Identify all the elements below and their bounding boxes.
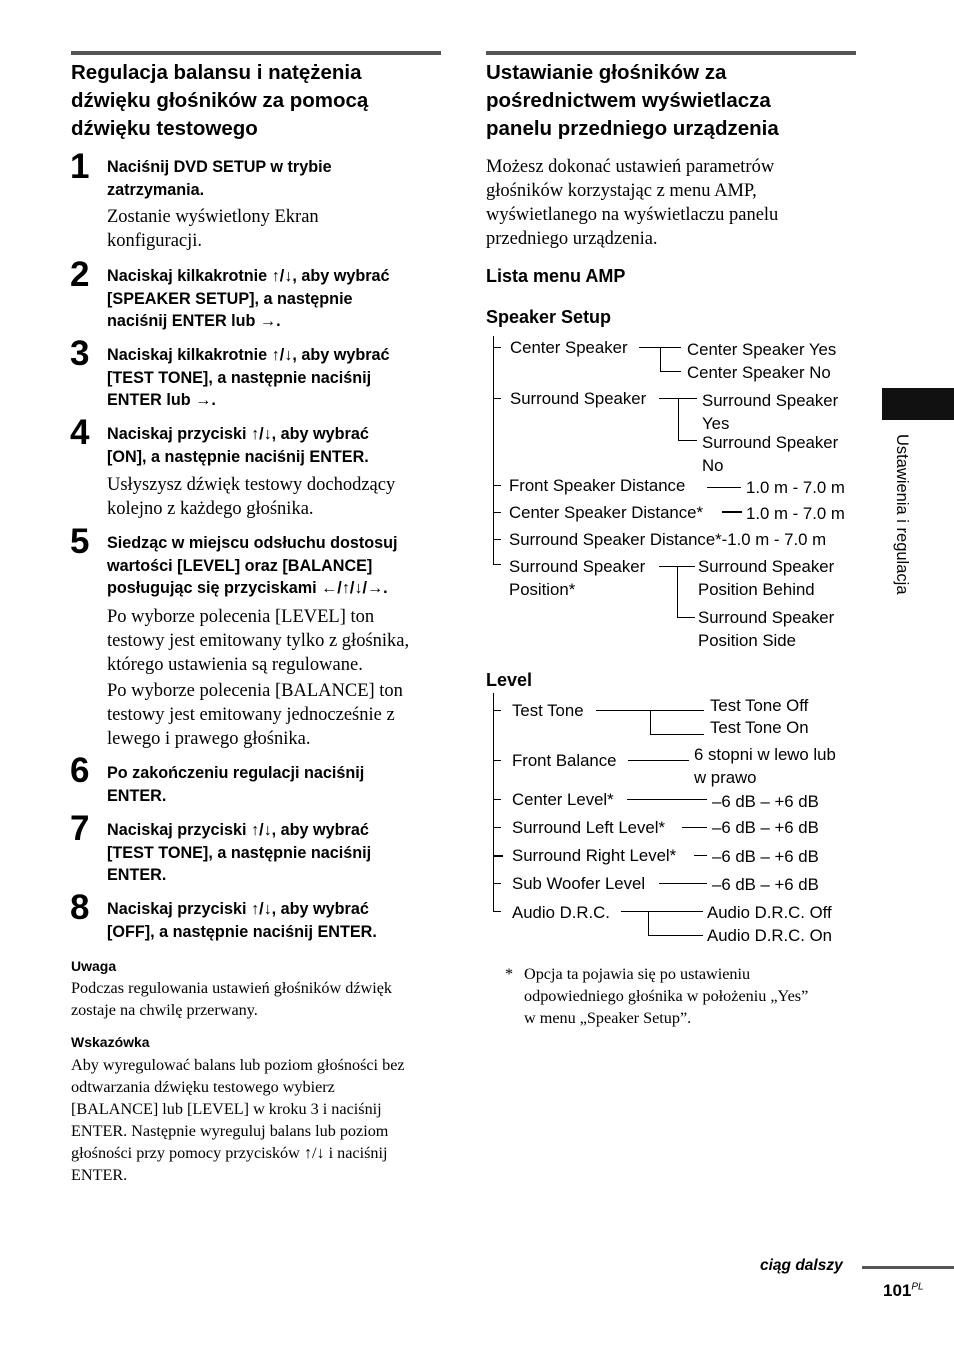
audio-drc-off: Audio D.R.C. Off	[707, 903, 832, 922]
intro-line: przedniego urządzenia.	[486, 229, 658, 249]
tree-connector	[678, 440, 697, 441]
step-7-line: Naciskaj przyciski ↑/↓, aby wybrać	[107, 821, 369, 839]
surround-yes-line: Surround Speaker	[702, 391, 839, 410]
tree-connector	[659, 883, 707, 884]
step-2-line: [SPEAKER SETUP], a następnie	[107, 289, 353, 308]
step-5-result-line: którego ustawienia są regulowane.	[107, 655, 363, 675]
surround-speaker-label: Surround Speaker	[510, 389, 647, 408]
right-top-rule	[486, 51, 856, 55]
level-title: Level	[486, 670, 533, 690]
step-5-number: 5	[70, 522, 89, 561]
step-1-line: Naciśnij DVD SETUP w trybie	[107, 158, 332, 176]
footnote-star: *	[505, 965, 514, 983]
surround-no-line: Surround Speaker	[702, 433, 839, 452]
step-6-line: Po zakończeniu regulacji naciśnij	[107, 764, 365, 782]
footnote-line: odpowiedniego głośnika w położeniu „Yes”	[524, 987, 809, 1005]
front-balance-line: 6 stopni w lewo lub	[694, 745, 836, 764]
left-top-rule	[71, 51, 441, 55]
tree-branch	[493, 347, 501, 348]
step-6-line: ENTER.	[107, 786, 167, 805]
tip-line: ENTER.	[71, 1166, 128, 1184]
note-text	[71, 977, 392, 1021]
step-2-instruction	[107, 265, 390, 333]
right-heading-line-1: Ustawianie głośników za	[486, 61, 727, 84]
level-tree-trunk	[493, 693, 494, 912]
step-2-number: 2	[70, 255, 89, 294]
tree-connector	[650, 734, 704, 735]
step-5-line: posługując się przyciskami ←/↑/↓/→.	[107, 579, 388, 597]
step-4-instruction	[107, 423, 369, 468]
center-speaker-distance-label: Center Speaker Distance*	[509, 503, 704, 522]
center-level-value: –6 dB – +6 dB	[712, 792, 819, 811]
step-8-line: Naciskaj przyciski ↑/↓, aby wybrać	[107, 900, 369, 918]
note-title: Uwaga	[71, 958, 117, 974]
step-8-instruction	[107, 898, 377, 943]
page-number	[883, 1281, 924, 1301]
step-4-number: 4	[70, 413, 89, 452]
tree-branch	[493, 485, 501, 486]
tree-connector	[722, 511, 742, 513]
step-5-instruction	[107, 532, 398, 600]
surround-left-level-value: –6 dB – +6 dB	[712, 818, 819, 837]
section-tab-label: Ustawienia i regulacja	[893, 434, 911, 595]
footnote-line: w menu „Speaker Setup”.	[524, 1009, 692, 1027]
tree-connector	[660, 347, 661, 371]
tree-connector	[677, 566, 678, 617]
test-tone-off: Test Tone Off	[710, 696, 809, 715]
step-1-instruction	[107, 156, 332, 201]
surround-pos-line: Surround Speaker	[509, 557, 646, 576]
left-heading-line-2: dźwięku głośników za pomocą	[71, 89, 369, 112]
step-7-line: ENTER.	[107, 866, 167, 884]
tree-branch	[493, 883, 501, 884]
speaker-setup-title: Speaker Setup	[486, 307, 612, 327]
front-speaker-distance-value: 1.0 m - 7.0 m	[746, 478, 845, 497]
center-speaker-no: Center Speaker No	[687, 363, 831, 382]
continued-label: ciąg dalszy	[760, 1257, 843, 1274]
step-7-line: [TEST TONE], a następnie naciśnij	[107, 843, 372, 862]
tree-connector	[660, 371, 681, 372]
sub-woofer-level-label: Sub Woofer Level	[512, 874, 646, 893]
tree-connector	[682, 827, 707, 828]
step-5-result	[107, 605, 409, 751]
intro-line: głośników korzystając z menu AMP,	[486, 181, 757, 201]
tree-connector	[621, 911, 703, 912]
tree-branch	[493, 398, 501, 399]
step-5-result-line: lewego i prawego głośnika.	[107, 729, 311, 749]
step-5-result-line: Po wyborze polecenia [BALANCE] ton	[107, 681, 403, 701]
pos-side-line: Position Side	[698, 631, 796, 650]
left-heading-line-1: Regulacja balansu i natężenia	[71, 61, 362, 84]
tree-connector	[677, 617, 695, 618]
tree-branch	[493, 512, 501, 513]
front-balance-line: w prawo	[694, 768, 757, 787]
step-5-result-line: testowy jest emitowany jednocześnie z	[107, 705, 395, 725]
step-4-result-line: kolejno z każdego głośnika.	[107, 499, 314, 519]
surround-right-level-label: Surround Right Level*	[512, 846, 677, 865]
left-heading-line-3: dźwięku testowego	[71, 117, 258, 140]
tree-branch	[493, 855, 503, 857]
step-1-result	[107, 205, 319, 253]
front-balance-label: Front Balance	[512, 751, 617, 770]
step-8-line: [OFF], a następnie naciśnij ENTER.	[107, 922, 377, 941]
step-8-number: 8	[70, 888, 89, 927]
tree-connector	[678, 398, 679, 440]
tree-connector	[627, 799, 707, 800]
tree-connector	[648, 911, 649, 935]
step-5-line: wartości [LEVEL] oraz [BALANCE]	[107, 556, 373, 575]
surround-left-level-label: Surround Left Level*	[512, 818, 665, 837]
step-3-number: 3	[70, 334, 89, 373]
tree-connector	[707, 487, 741, 488]
tip-line: ENTER. Następnie wyreguluj balans lub poziom	[71, 1122, 389, 1140]
surround-speaker-position-label	[509, 555, 645, 601]
footnote-line: Opcja ta pojawia się po ustawieniu	[524, 965, 751, 983]
tree-branch	[493, 911, 501, 912]
step-5-result-line: testowy jest emitowany tylko z głośnika,	[107, 631, 410, 651]
tip-line: [BALANCE] lub [LEVEL] w kroku 3 i naciśnij	[71, 1100, 382, 1118]
pos-behind-line: Position Behind	[698, 580, 815, 599]
tree-branch	[493, 539, 501, 540]
front-balance-value	[694, 743, 836, 789]
intro-line: Możesz dokonać ustawień parametrów	[486, 157, 775, 177]
step-4-result	[107, 473, 395, 521]
step-5-line: Siedząc w miejscu odsłuchu dostosuj	[107, 534, 398, 552]
step-4-line: Naciskaj przyciski ↑/↓, aby wybrać	[107, 425, 369, 443]
tree-connector	[648, 935, 703, 936]
footer-rule	[862, 1266, 954, 1269]
footnote-text	[524, 963, 808, 1029]
surround-right-level-value: –6 dB – +6 dB	[712, 847, 819, 866]
tip-title: Wskazówka	[71, 1034, 150, 1050]
tree-branch	[493, 564, 501, 565]
step-4-result-line: Usłyszysz dźwięk testowy dochodzący	[107, 475, 396, 495]
step-6-instruction	[107, 762, 364, 807]
step-5-result-line: Po wyborze polecenia [LEVEL] ton	[107, 607, 375, 627]
tree-connector	[650, 710, 651, 734]
tree-branch	[493, 710, 501, 711]
step-3-line: ENTER lub →.	[107, 391, 216, 409]
step-3-instruction	[107, 344, 390, 412]
test-tone-label: Test Tone	[512, 701, 584, 720]
pos-side-line: Surround Speaker	[698, 608, 835, 627]
surround-speaker-yes	[702, 389, 838, 435]
step-1-result-line: Zostanie wyświetlony Ekran	[107, 207, 319, 227]
front-speaker-distance-label: Front Speaker Distance	[509, 476, 686, 495]
section-tab-marker	[882, 388, 954, 420]
tree-connector	[694, 855, 707, 856]
amp-menu-title: Lista menu AMP	[486, 266, 626, 286]
step-2-line: naciśnij ENTER lub →.	[107, 312, 281, 330]
surround-pos-line: Position*	[509, 580, 576, 599]
center-speaker-yes: Center Speaker Yes	[687, 340, 837, 359]
tree-branch	[493, 827, 501, 828]
intro-line: wyświetlanego na wyświetlaczu panelu	[486, 205, 779, 225]
page-number-value: 101	[883, 1281, 912, 1300]
center-speaker-label: Center Speaker	[510, 338, 628, 357]
speaker-tree-trunk	[493, 336, 494, 564]
tip-line: Aby wyregulować balans lub poziom głośności bez	[71, 1056, 405, 1074]
tree-branch	[493, 760, 501, 761]
right-intro	[486, 155, 778, 251]
step-3-line: Naciskaj kilkakrotnie ↑/↓, aby wybrać	[107, 346, 390, 364]
audio-drc-on: Audio D.R.C. On	[707, 926, 832, 945]
surround-position-behind	[698, 555, 834, 601]
step-6-number: 6	[70, 751, 89, 790]
audio-drc-label: Audio D.R.C.	[512, 903, 610, 922]
pos-behind-line: Surround Speaker	[698, 557, 835, 576]
right-heading-line-3: panelu przedniego urządzenia	[486, 117, 779, 140]
step-3-line: [TEST TONE], a następnie naciśnij	[107, 368, 372, 387]
step-1-number: 1	[70, 147, 89, 186]
tip-text	[71, 1054, 405, 1186]
step-1-result-line: konfiguracji.	[107, 231, 203, 251]
surround-speaker-no	[702, 431, 838, 477]
tree-branch	[493, 799, 501, 800]
step-7-number: 7	[70, 809, 89, 848]
note-line: zostaje na chwilę przerwany.	[71, 1001, 258, 1019]
step-7-instruction	[107, 819, 371, 887]
step-2-line: Naciskaj kilkakrotnie ↑/↓, aby wybrać	[107, 267, 390, 285]
surround-yes-line: Yes	[702, 414, 730, 433]
center-speaker-distance-value: 1.0 m - 7.0 m	[746, 504, 845, 523]
surround-no-line: No	[702, 456, 724, 475]
tree-connector	[628, 760, 689, 761]
sub-woofer-level-value: –6 dB – +6 dB	[712, 875, 819, 894]
note-line: Podczas regulowania ustawień głośników dźwięk	[71, 979, 392, 997]
step-1-line: zatrzymania.	[107, 180, 205, 199]
tip-line: odtwarzania dźwięku testowego wybierz	[71, 1078, 335, 1096]
right-heading-line-2: pośrednictwem wyświetlacza	[486, 89, 771, 112]
step-4-line: [ON], a następnie naciśnij ENTER.	[107, 447, 369, 466]
surround-position-side	[698, 606, 834, 652]
test-tone-on: Test Tone On	[710, 718, 809, 737]
surround-speaker-distance-label: Surround Speaker Distance*-1.0 m - 7.0 m	[509, 530, 827, 549]
tip-line: głośności przy pomocy przycisków ↑/↓ i naciśnij	[71, 1144, 388, 1162]
center-level-label: Center Level*	[512, 790, 614, 809]
page-language: PL	[911, 1281, 924, 1293]
